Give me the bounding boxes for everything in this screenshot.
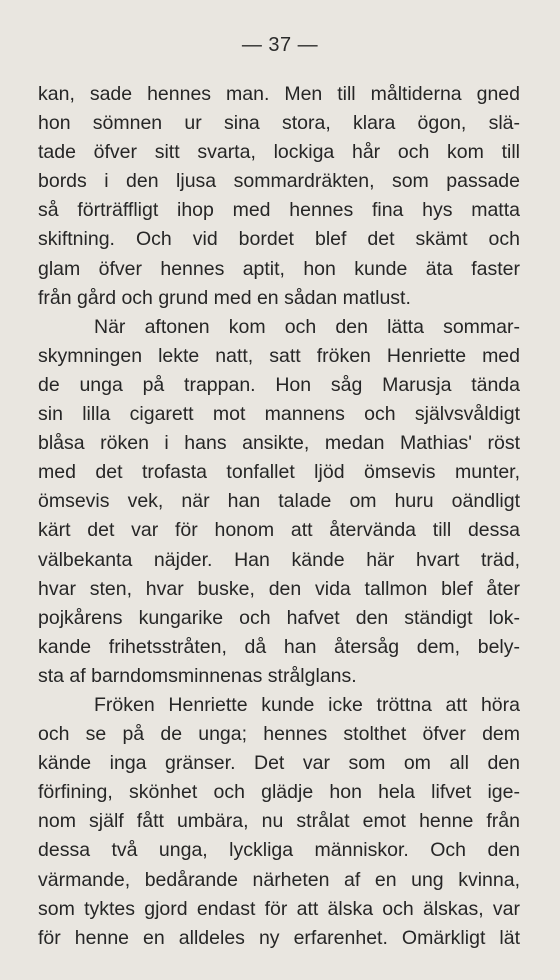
text-line: som tyktes gjord endast för att älska och älskas, var: [38, 897, 520, 920]
page-number: — 37 —: [241, 34, 319, 56]
body-text: [38, 80, 520, 953]
text-line: de unga på trappan. Hon såg Marusja tända: [38, 373, 520, 396]
text-line: hon sömnen ur sina stora, klara ögon, slä-: [38, 112, 520, 135]
text-line: När aftonen kom och den lätta sommar-: [94, 315, 520, 338]
text-line: med det trofasta tonfallet ljöd ömsevis munter,: [38, 461, 520, 484]
text-line: välbekanta näjder. Han kände här hvart träd,: [38, 548, 520, 571]
text-line: kände inga gränser. Det var som om all den: [38, 752, 520, 775]
text-line: dessa två unga, lyckliga människor. Och den: [38, 839, 520, 862]
text-line: tade öfver sitt svarta, lockiga hår och kom till: [38, 141, 520, 164]
text-line: pojkårens kungarike och hafvet den ständigt lok-: [38, 606, 520, 629]
text-line: förfining, skönhet och glädje hon hela lifvet ige-: [38, 781, 520, 804]
text-line: kande frihetsstråten, då han återsåg dem, bely-: [38, 635, 520, 658]
text-line: kärt det var för honom att återvända till dessa: [38, 519, 520, 542]
text-line: skiftning. Och vid bordet blef det skämt och: [38, 228, 520, 251]
text-line: så förträffligt ihop med hennes fina hys matta: [38, 199, 520, 222]
text-line: kan, sade hennes man. Men till måltiderna gned: [38, 83, 520, 105]
text-line: för henne en alldeles ny erfarenhet. Omärkligt lät: [38, 926, 520, 949]
text-line: sin lilla cigarett mot mannens och självsvåldigt: [38, 403, 520, 426]
text-line: hvar sten, hvar buske, den vida tallmon blef åter: [38, 577, 520, 600]
text-line: ömsevis vek, när han talade om huru oändligt: [38, 490, 520, 513]
text-line: skymningen lekte natt, satt fröken Henriette med: [38, 344, 520, 367]
text-line: och se på de unga; hennes stolthet öfver dem: [38, 723, 520, 746]
text-line: blåsa röken i hans ansikte, medan Mathias' röst: [38, 432, 520, 455]
text-line: från gård och grund med en sådan matlust.: [38, 286, 411, 309]
text-line: bords i den ljusa sommardräkten, som passade: [38, 170, 520, 193]
text-line: glam öfver hennes aptit, hon kunde äta faster: [38, 257, 520, 280]
text-line: Fröken Henriette kunde icke tröttna att höra: [94, 693, 520, 716]
text-line: värmande, bedårande närheten af en ung kvinna,: [38, 868, 520, 891]
text-line: nom själf fått umbära, nu strålat emot henne från: [38, 810, 520, 833]
text-line: sta af barndomsminnenas strålglans.: [38, 664, 357, 687]
